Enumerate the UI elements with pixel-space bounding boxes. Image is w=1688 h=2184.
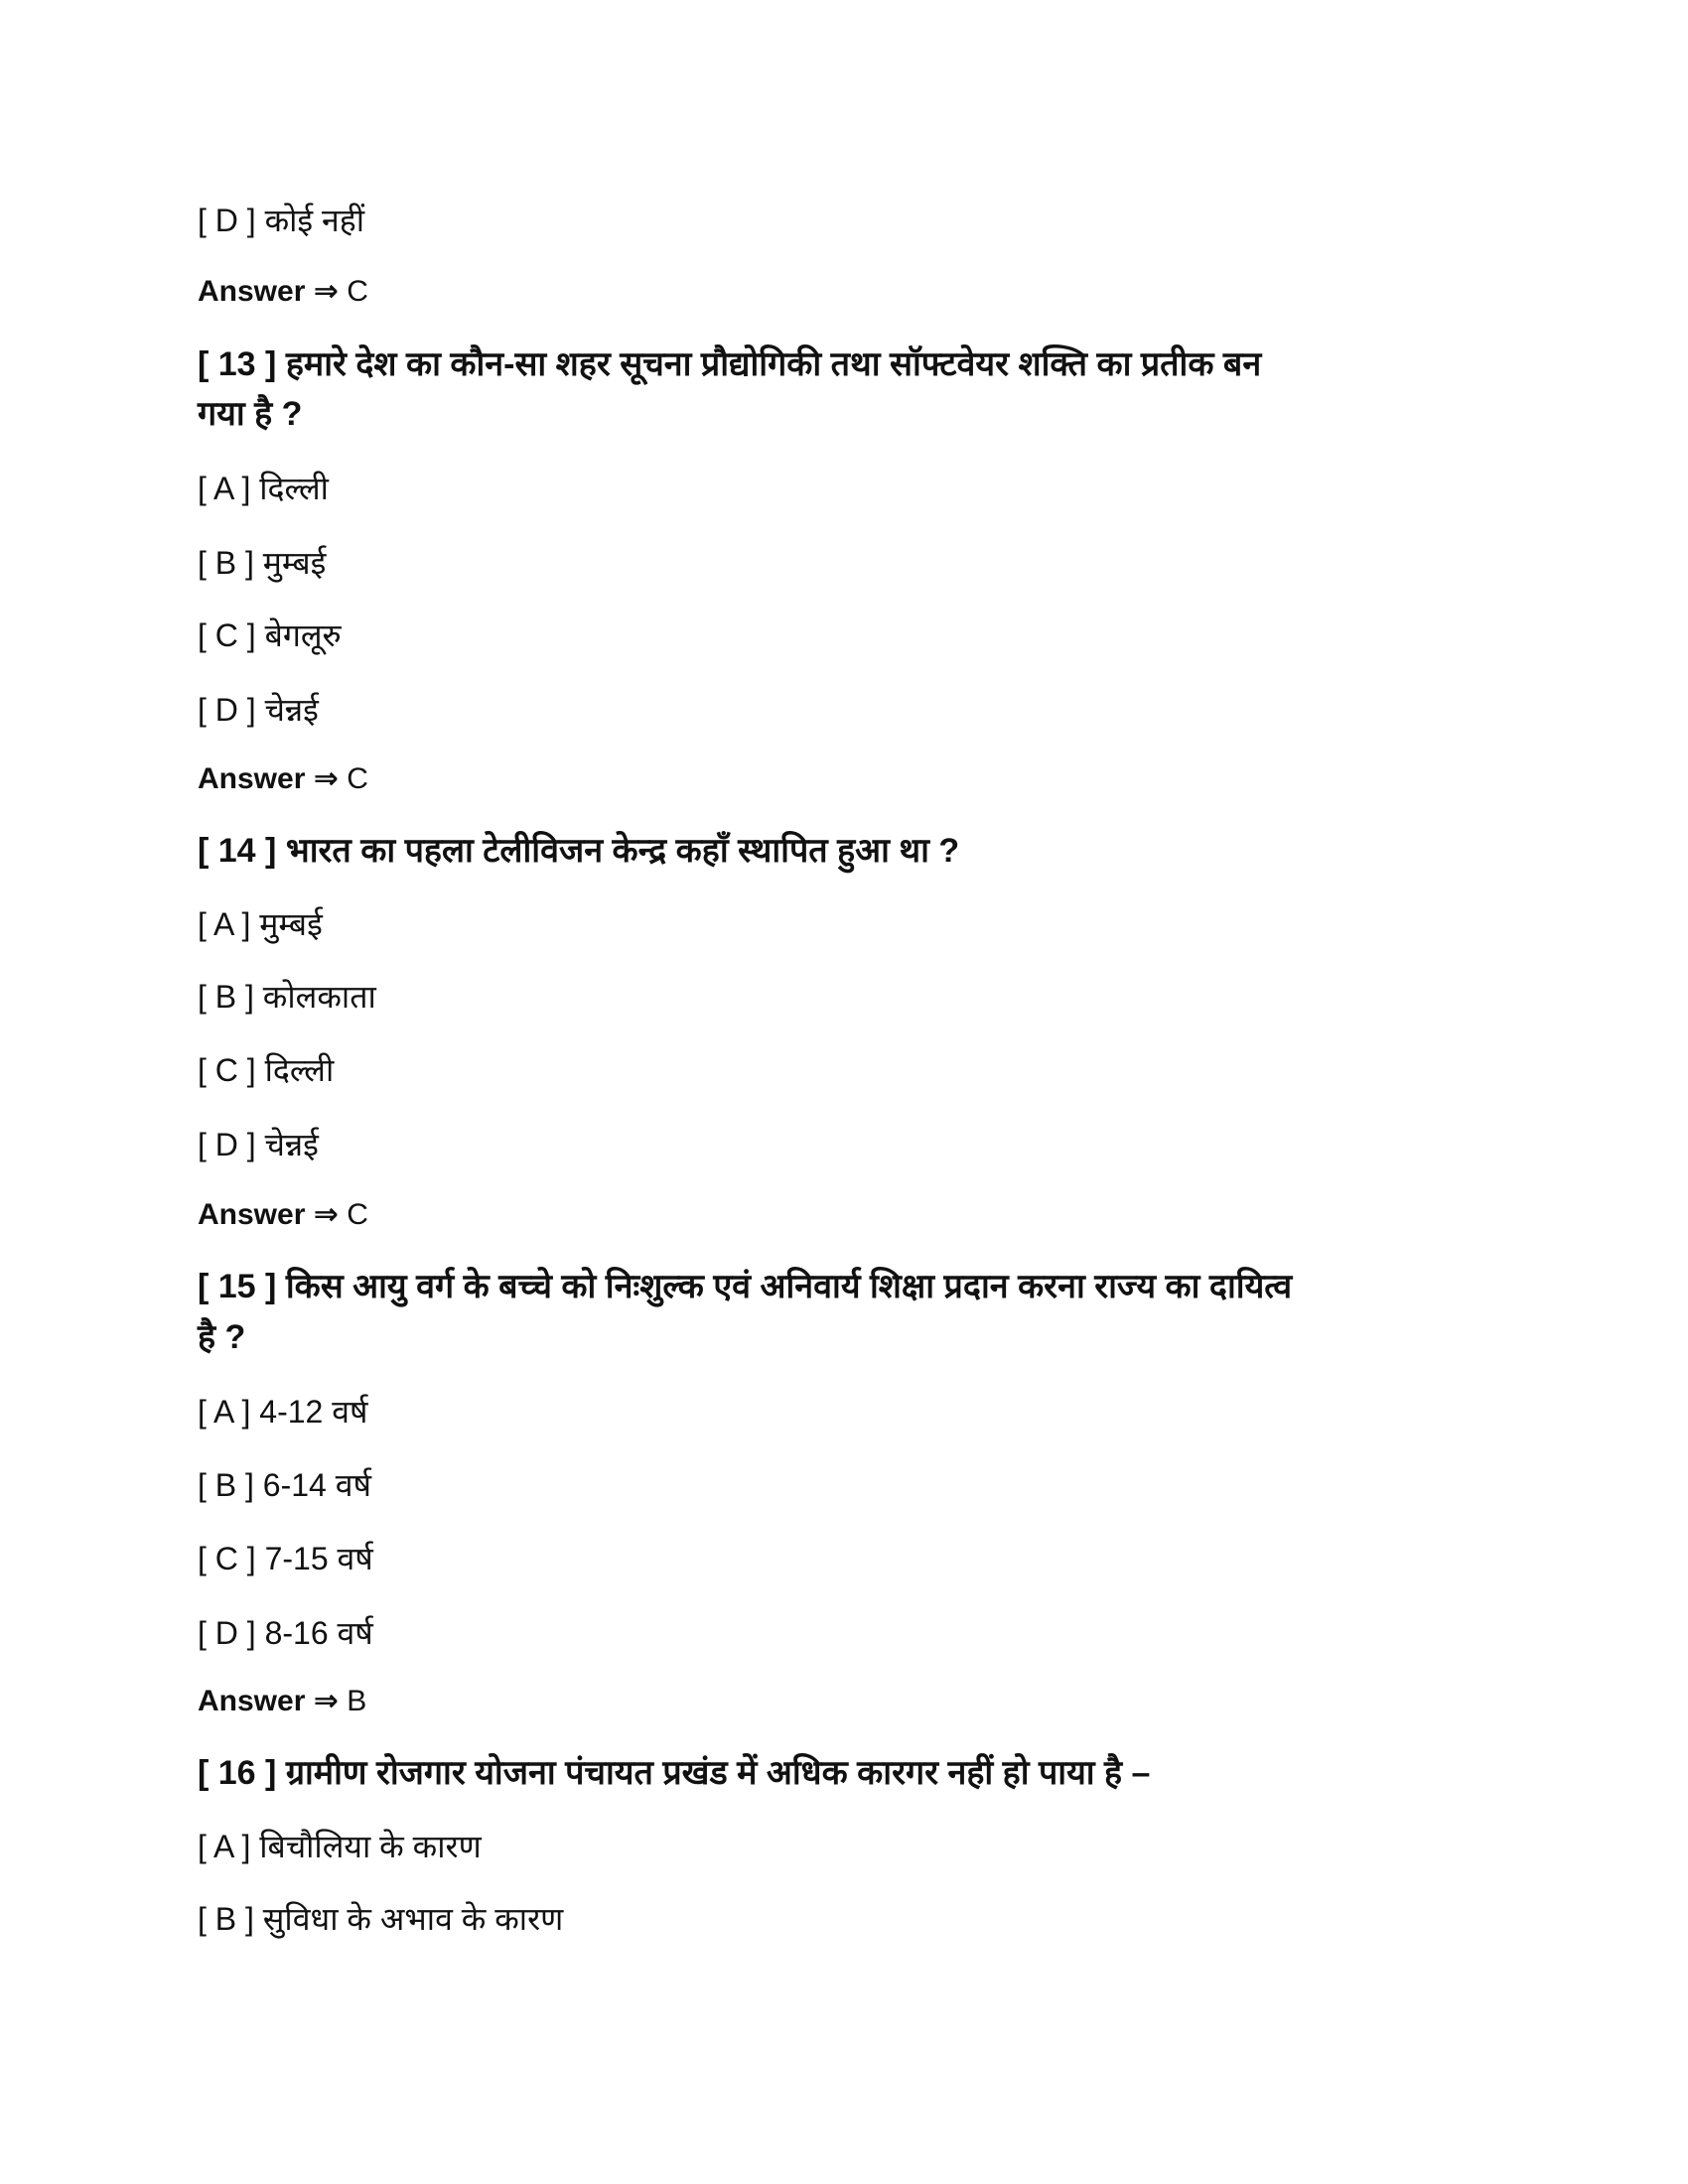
option-b: [ B ] कोलकाता	[198, 979, 376, 1015]
option-a: [ A ] मुम्बई	[198, 906, 323, 942]
option-b: [ B ] मुम्बई	[198, 545, 327, 581]
answer-label: Answer ⇒	[198, 1685, 339, 1717]
answer	[198, 270, 368, 314]
option-b: [ B ] 6-14 वर्ष	[198, 1467, 372, 1503]
answer-label: Answer ⇒	[198, 275, 339, 308]
question-15-cont: है ?	[198, 1318, 246, 1356]
answer-label: Answer ⇒	[198, 1198, 339, 1231]
question-13-cont: गया है ?	[198, 395, 303, 433]
answer	[198, 1193, 368, 1237]
answer-value: B	[347, 1685, 367, 1717]
question-text: किस आयु वर्ग के बच्चे को निःशुल्क एवं अनिवार्य शिक्षा प्रदान करना राज्य का दायित्व	[285, 1268, 1293, 1305]
answer-value: C	[347, 275, 368, 308]
option-b: [ B ] सुविधा के अभाव के कारण	[198, 1901, 564, 1937]
question-number: [ 14 ]	[198, 832, 277, 870]
answer-label: Answer ⇒	[198, 762, 339, 795]
option-d: [ D ] चेन्नई	[198, 692, 319, 728]
question-14	[198, 829, 959, 873]
question-text: भारत का पहला टेलीविजन केन्द्र कहाँ स्थापित हुआ था ?	[285, 832, 960, 870]
question-number: [ 16 ]	[198, 1754, 277, 1792]
option-a: [ A ] बिचौलिया के कारण	[198, 1829, 482, 1864]
option-c: [ C ] 7-15 वर्ष	[198, 1541, 373, 1576]
question-text: हमारे देश का कौन-सा शहर सूचना प्रौद्योगिकी तथा सॉफ्टवेयर शक्ति का प्रतीक बन	[285, 345, 1262, 383]
option-d: [ D ] चेन्नई	[198, 1127, 319, 1162]
question-16	[198, 1751, 1150, 1795]
question-text: ग्रामीण रोजगार योजना पंचायत प्रखंड में अधिक कारगर नहीं हो पाया है –	[285, 1754, 1151, 1792]
answer-value: C	[347, 1198, 368, 1231]
question-number: [ 13 ]	[198, 345, 277, 383]
answer-value: C	[347, 762, 368, 795]
question-13	[198, 342, 1261, 386]
option-c: [ C ] दिल्ली	[198, 1052, 335, 1088]
option-a: [ A ] दिल्ली	[198, 471, 329, 506]
option-d: [ D ] 8-16 वर्ष	[198, 1615, 373, 1651]
answer	[198, 1680, 366, 1723]
answer	[198, 757, 368, 801]
option-d: [ D ] कोई नहीं	[198, 203, 365, 238]
question-15	[198, 1265, 1292, 1308]
option-a: [ A ] 4-12 वर्ष	[198, 1394, 368, 1430]
option-c: [ C ] बेगलूरु	[198, 617, 342, 653]
question-number: [ 15 ]	[198, 1268, 277, 1305]
